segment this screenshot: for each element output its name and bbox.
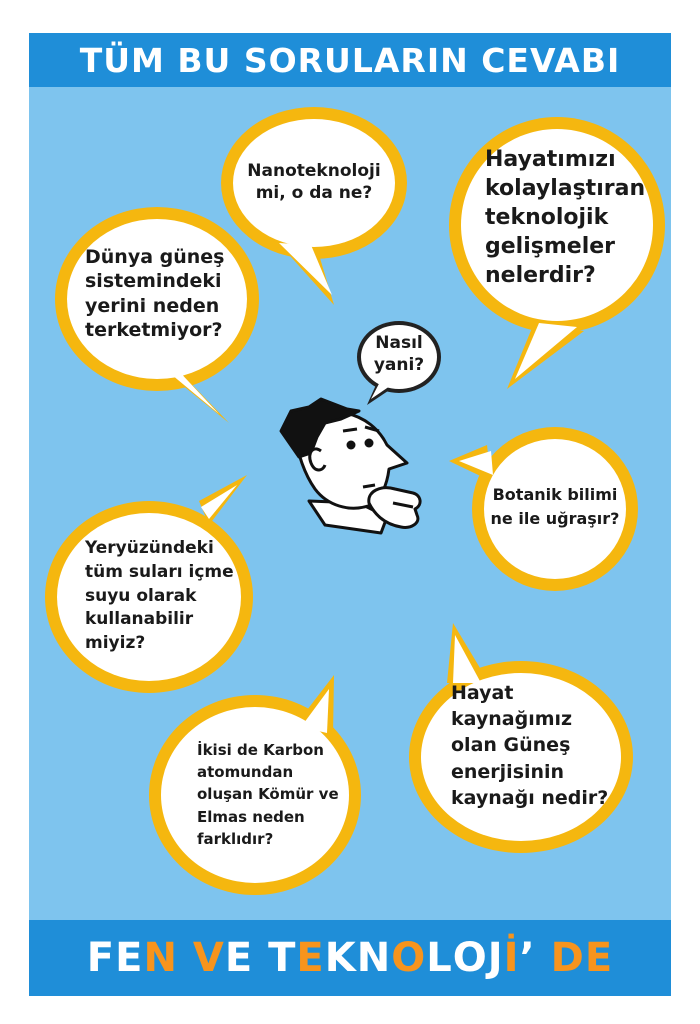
- footer-title-letter: E: [224, 935, 254, 981]
- bubble-line: kullanabilir: [85, 609, 194, 630]
- bubble-line: oluşan Kömür ve: [197, 785, 339, 804]
- footer-title-letter: ’: [519, 935, 536, 981]
- bubble-line: enerjisinin: [451, 760, 565, 783]
- poster: [29, 33, 671, 996]
- bubble-line: nelerdir?: [485, 263, 596, 289]
- bubble-line: suyu olarak: [85, 585, 197, 606]
- bubble-line: sistemindeki: [85, 270, 222, 293]
- bubble-line: mi, o da ne?: [255, 182, 373, 203]
- footer-title-letter: İ: [503, 935, 520, 981]
- bubble-karbon-text: [197, 739, 339, 850]
- footer-title-letter: O: [391, 935, 427, 981]
- bubble-dunya-text: [85, 245, 225, 342]
- footer-title-letter: J: [487, 935, 504, 981]
- bubble-line: yani?: [373, 354, 425, 375]
- bubble-line: farklıdır?: [197, 829, 274, 848]
- bubble-yeryuzu-text: [85, 537, 234, 656]
- footer-title: [87, 935, 613, 981]
- bubble-line: Botanik bilimi: [492, 485, 618, 504]
- bubble-line: yerini neden: [85, 294, 220, 317]
- bubble-line: terketmiyor?: [85, 318, 223, 341]
- footer-title-letter: E: [584, 935, 614, 981]
- bubble-line: ne ile uğraşır?: [490, 509, 620, 528]
- bubble-line: Elmas neden: [197, 807, 305, 826]
- bubble-line: tüm suları içme: [85, 561, 234, 582]
- bubble-line: kaynağı nedir?: [451, 786, 609, 809]
- bubble-line: Hayat: [451, 682, 514, 704]
- bubble-line: kaynağımız: [451, 708, 573, 731]
- bubble-line: Yeryüzündeki: [85, 538, 214, 558]
- footer-title-letter: [178, 935, 193, 981]
- footer-title-letter: L: [426, 935, 453, 981]
- footer-title-letter: E: [115, 935, 144, 981]
- bubble-line: Hayatımızı: [485, 147, 616, 172]
- bubble-line: gelişmeler: [485, 234, 616, 260]
- footer-banner: [29, 920, 671, 996]
- footer-title-letter: [253, 935, 268, 981]
- footer-title-letter: E: [296, 935, 325, 981]
- bubble-line: İkisi de Karbon: [197, 741, 324, 759]
- footer-title-letter: O: [452, 935, 488, 981]
- thinking-figure-illustration: [281, 399, 420, 533]
- bubble-line: Nasıl: [375, 333, 423, 353]
- footer-title-letter: N: [356, 935, 392, 981]
- footer-title-letter: T: [268, 935, 297, 981]
- bubble-hayat-text: [485, 145, 645, 290]
- footer-title-letter: D: [550, 935, 585, 981]
- bubble-gunes-text: [451, 680, 608, 811]
- bubble-line: teknolojik: [485, 205, 609, 231]
- footer-title-letter: F: [86, 935, 116, 981]
- bubble-line: kolaylaştıran: [485, 176, 646, 202]
- bubble-nasil-text: [359, 333, 439, 377]
- footer-title-letter: K: [324, 935, 357, 981]
- bubble-line: Dünya güneş: [85, 246, 225, 268]
- footer-title-letter: V: [192, 935, 225, 981]
- bubble-line: atomundan: [197, 763, 294, 782]
- footer-title-letter: N: [143, 935, 178, 981]
- bubble-line: miyiz?: [85, 633, 146, 654]
- footer-title-letter: [536, 935, 551, 981]
- bubble-line: Nanoteknoloji: [247, 161, 381, 181]
- header-title: TÜM BU SORULARIN CEVABI: [79, 40, 621, 80]
- bubble-line: olan Güneş: [451, 734, 571, 757]
- bubble-botanik-text: [485, 483, 625, 531]
